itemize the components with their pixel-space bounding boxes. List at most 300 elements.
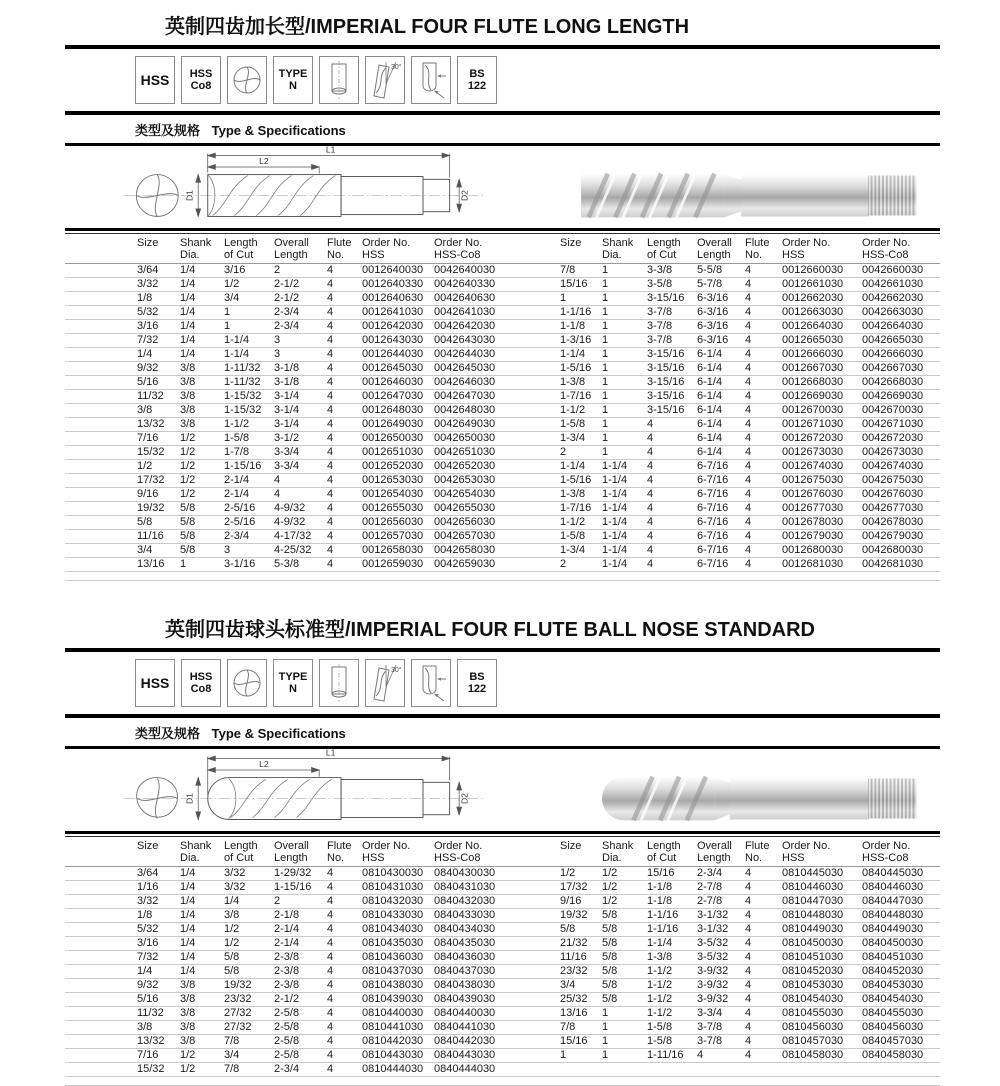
table-row	[65, 488, 940, 502]
table-cell: 4	[743, 1021, 780, 1035]
table-cell: 13/32	[135, 418, 178, 432]
spacer-cell	[510, 1035, 558, 1049]
table-cell: 4-9/32	[272, 502, 325, 516]
table-cell: 0042679030	[860, 530, 940, 544]
column-header: Size	[558, 837, 600, 867]
table-cell: 2-3/4	[695, 867, 743, 881]
column-header: Order No. HSS-Co8	[432, 837, 510, 867]
table-cell: 3	[272, 348, 325, 362]
table-cell: 3-15/16	[645, 292, 695, 306]
table-cell: 0012659030	[360, 558, 432, 572]
table-cell: 0840436030	[432, 951, 510, 965]
spacer-cell	[65, 558, 135, 572]
ball-nose-table	[65, 837, 940, 1077]
table-cell: 11/32	[135, 390, 178, 404]
spacer-cell	[65, 530, 135, 544]
table-cell: 0042646030	[432, 376, 510, 390]
spacer-cell	[510, 348, 558, 362]
table-row	[65, 376, 940, 390]
table-cell: 5/8	[600, 909, 645, 923]
table-cell: 0012650030	[360, 432, 432, 446]
table-cell: 1/2	[178, 446, 222, 460]
table-cell: 0012665030	[780, 334, 860, 348]
table-cell: 4	[743, 362, 780, 376]
table-row	[65, 951, 940, 965]
table-cell: 3/8	[178, 362, 222, 376]
table-cell: 4	[325, 292, 360, 306]
table-cell: 5/32	[135, 923, 178, 937]
table-cell: 1/2	[135, 460, 178, 474]
table-cell: 3-7/8	[695, 1035, 743, 1049]
table-cell: 1-3/4	[558, 432, 600, 446]
table-cell: 1/2	[600, 895, 645, 909]
table-cell: 4	[743, 418, 780, 432]
table-cell: 0810448030	[780, 909, 860, 923]
table-cell: 4	[325, 1049, 360, 1063]
table-cell	[743, 1063, 780, 1077]
table-cell: 3-3/4	[272, 460, 325, 474]
hss-label: HSS	[140, 71, 170, 88]
table-cell: 1	[178, 558, 222, 572]
table-cell: 4	[325, 418, 360, 432]
center-cutting-icon	[411, 659, 451, 707]
table-row	[65, 895, 940, 909]
table-cell: 4	[743, 376, 780, 390]
table-cell: 6-3/16	[695, 306, 743, 320]
table-cell: 0012679030	[780, 530, 860, 544]
table-cell: 13/16	[135, 558, 178, 572]
table-cell: 11/16	[135, 530, 178, 544]
table-cell: 1/2	[600, 867, 645, 881]
table-cell: 3-1/4	[272, 390, 325, 404]
table-cell: 7/16	[135, 1049, 178, 1063]
table-cell: 4	[272, 474, 325, 488]
table-cell: 0012664030	[780, 320, 860, 334]
table-cell: 9/16	[135, 488, 178, 502]
table-cell: 0012640330	[360, 278, 432, 292]
spacer-cell	[65, 460, 135, 474]
table-cell: 0840441030	[432, 1021, 510, 1035]
spacer-cell	[65, 502, 135, 516]
table-cell: 1	[600, 376, 645, 390]
table-cell: 4	[743, 348, 780, 362]
table-cell: 0840446030	[860, 881, 940, 895]
table-cell: 2-3/4	[272, 306, 325, 320]
table-cell: 3/8	[178, 979, 222, 993]
table-row	[65, 937, 940, 951]
table-cell: 9/32	[135, 979, 178, 993]
table-cell: 4	[743, 1049, 780, 1063]
table-cell: 6-1/4	[695, 404, 743, 418]
table-cell: 7/32	[135, 334, 178, 348]
table-cell: 0840433030	[432, 909, 510, 923]
table-cell: 0840453030	[860, 979, 940, 993]
table-cell: 4	[325, 1007, 360, 1021]
table-cell: 0810454030	[780, 993, 860, 1007]
table-cell: 7/8	[558, 1021, 600, 1035]
table-cell: 1/2	[178, 1063, 222, 1077]
table-cell: 3-7/8	[645, 334, 695, 348]
table-cell: 6-1/4	[695, 362, 743, 376]
table-cell: 5/8	[178, 530, 222, 544]
table-cell: 0810434030	[360, 923, 432, 937]
table-cell: 4	[325, 460, 360, 474]
table-row	[65, 474, 940, 488]
table-cell: 4	[645, 488, 695, 502]
table-cell: 1	[600, 418, 645, 432]
hss-co8-icon: HSS Co8	[181, 56, 221, 104]
spacer-cell	[510, 234, 558, 264]
table-cell: 0810438030	[360, 979, 432, 993]
table-cell: 2	[558, 558, 600, 572]
table-cell: 4	[743, 460, 780, 474]
table-cell: 1	[600, 292, 645, 306]
table-cell: 4	[743, 502, 780, 516]
table-cell: 3/32	[135, 278, 178, 292]
table-cell: 1-5/16	[558, 474, 600, 488]
table-cell: 4	[325, 404, 360, 418]
column-header: Size	[558, 234, 600, 264]
table-cell: 0012676030	[780, 488, 860, 502]
table-cell: 5/8	[600, 923, 645, 937]
table-cell: 7/8	[222, 1063, 272, 1077]
table-cell: 0042668030	[860, 376, 940, 390]
table-cell: 0042651030	[432, 446, 510, 460]
table-cell: 6-7/16	[695, 516, 743, 530]
column-header: Overall Length	[695, 837, 743, 867]
table-row	[65, 867, 940, 881]
table-cell: 0840448030	[860, 909, 940, 923]
table-cell: 0012672030	[780, 432, 860, 446]
table-cell: 0042662030	[860, 292, 940, 306]
table-cell: 0012681030	[780, 558, 860, 572]
table-cell: 6-3/16	[695, 334, 743, 348]
table-cell: 4	[325, 516, 360, 530]
table-cell: 4	[743, 306, 780, 320]
table-cell: 3-15/16	[645, 376, 695, 390]
table-cell: 0042643030	[432, 334, 510, 348]
column-header: Size	[135, 234, 178, 264]
table-cell: 0810450030	[780, 937, 860, 951]
table-cell: 2-1/4	[272, 923, 325, 937]
spacer-cell	[510, 895, 558, 909]
table-cell: 1/2	[178, 488, 222, 502]
table-cell: 4	[743, 278, 780, 292]
table-cell: 1/4	[178, 334, 222, 348]
spec-heading-en: Type & Specifications	[211, 123, 346, 138]
table-cell: 0012644030	[360, 348, 432, 362]
table-row	[65, 1021, 940, 1035]
table-cell: 1/2	[222, 937, 272, 951]
table-cell: 4	[743, 993, 780, 1007]
table-cell: 2-1/4	[222, 474, 272, 488]
spacer-cell	[65, 1063, 135, 1077]
table-cell: 0042640330	[432, 278, 510, 292]
table-cell: 0012643030	[360, 334, 432, 348]
table-cell: 5/8	[178, 502, 222, 516]
spacer-cell	[65, 909, 135, 923]
table-cell: 0042652030	[432, 460, 510, 474]
table-cell: 4-17/32	[272, 530, 325, 544]
column-header: Length of Cut	[222, 837, 272, 867]
spacer-cell	[510, 837, 558, 867]
table-cell: 1-1/2	[645, 1007, 695, 1021]
dimensions	[196, 756, 462, 819]
table-cell: 4	[743, 446, 780, 460]
spacer-cell	[510, 334, 558, 348]
page-title-2: 英制四齿球头标准型/IMPERIAL FOUR FLUTE BALL NOSE STANDARD	[165, 619, 815, 641]
table-cell: 0042640630	[432, 292, 510, 306]
table-cell: 1-5/16	[558, 362, 600, 376]
svg-text:D2: D2	[459, 793, 470, 805]
section-ball-nose	[65, 603, 940, 1086]
table-cell: 0810432030	[360, 895, 432, 909]
table-cell: 4-25/32	[272, 544, 325, 558]
table-cell: 1	[222, 306, 272, 320]
table-cell: 0012675030	[780, 474, 860, 488]
table-cell	[600, 1063, 645, 1077]
column-header: Order No. HSS	[360, 837, 432, 867]
table-cell: 0810430030	[360, 867, 432, 881]
long-length-table	[65, 234, 940, 572]
table-cell: 4	[645, 446, 695, 460]
table-cell: 1/4	[178, 264, 222, 278]
table-cell: 0810431030	[360, 881, 432, 895]
table-cell	[645, 1063, 695, 1077]
table-cell: 0012649030	[360, 418, 432, 432]
table-cell: 0840434030	[432, 923, 510, 937]
table-cell: 2	[558, 446, 600, 460]
table-cell: 0012640630	[360, 292, 432, 306]
table-cell: 3-1/8	[272, 376, 325, 390]
table-cell: 3/8	[178, 1021, 222, 1035]
table-cell: 3/8	[178, 1007, 222, 1021]
hss-icon: HSS	[135, 659, 175, 707]
table-cell: 0042672030	[860, 432, 940, 446]
table-cell: 0012646030	[360, 376, 432, 390]
table-cell: 4	[743, 867, 780, 881]
table-cell: 0042663030	[860, 306, 940, 320]
spec-heading	[65, 115, 940, 143]
column-header: Flute No.	[743, 837, 780, 867]
table-cell: 5/8	[600, 951, 645, 965]
table-cell: 6-1/4	[695, 390, 743, 404]
table-cell: 2	[272, 264, 325, 278]
spacer-cell	[510, 404, 558, 418]
spacer-cell	[65, 474, 135, 488]
table-cell: 4	[325, 881, 360, 895]
table-cell: 6-3/16	[695, 320, 743, 334]
table-cell: 1-1/4	[558, 348, 600, 362]
table-cell: 7/32	[135, 951, 178, 965]
table-cell: 6-1/4	[695, 348, 743, 362]
table-cell: 0840457030	[860, 1035, 940, 1049]
table-cell: 2-7/8	[695, 895, 743, 909]
table-cell: 0840442030	[432, 1035, 510, 1049]
straight-shank-icon	[319, 56, 359, 104]
table-cell: 5/16	[135, 993, 178, 1007]
spacer-cell	[65, 390, 135, 404]
table-cell: 3-9/32	[695, 979, 743, 993]
table-cell: 0810441030	[360, 1021, 432, 1035]
table-cell: 5/8	[178, 516, 222, 530]
table-cell: 1/4	[178, 278, 222, 292]
table-cell: 2-3/4	[272, 1063, 325, 1077]
table-cell: 1/4	[178, 306, 222, 320]
table-cell: 4	[645, 502, 695, 516]
table-cell: 3/8	[135, 1021, 178, 1035]
table-cell: 0810443030	[360, 1049, 432, 1063]
table-row	[65, 446, 940, 460]
table-cell: 0042667030	[860, 362, 940, 376]
table-cell: 3-5/32	[695, 951, 743, 965]
spacer-cell	[65, 965, 135, 979]
table-cell: 5/8	[222, 965, 272, 979]
table-cell: 0012660030	[780, 264, 860, 278]
spacer-cell	[65, 1007, 135, 1021]
column-header: Order No. HSS	[780, 837, 860, 867]
table-cell: 0042677030	[860, 502, 940, 516]
table-cell: 5/8	[600, 965, 645, 979]
table-cell: 0012640030	[360, 264, 432, 278]
table-cell: 0042680030	[860, 544, 940, 558]
table-cell: 0810442030	[360, 1035, 432, 1049]
table-cell: 0042650030	[432, 432, 510, 446]
table-cell: 4	[645, 530, 695, 544]
table-cell: 0012653030	[360, 474, 432, 488]
table-header-row	[65, 837, 940, 867]
table-cell: 1-1/2	[222, 418, 272, 432]
table-cell: 0012663030	[780, 306, 860, 320]
table-row	[65, 320, 940, 334]
table-cell: 4	[743, 1007, 780, 1021]
table-cell: 9/16	[558, 895, 600, 909]
svg-text:D1: D1	[184, 793, 195, 805]
table-cell: 4	[743, 895, 780, 909]
table-cell: 0012673030	[780, 446, 860, 460]
spacer-cell	[510, 264, 558, 278]
table-cell: 0810452030	[780, 965, 860, 979]
spacer-cell	[510, 320, 558, 334]
table-cell: 5-3/8	[272, 558, 325, 572]
spacer-cell	[65, 446, 135, 460]
dimensions	[196, 153, 462, 216]
spacer-cell	[510, 516, 558, 530]
table-cell: 0012645030	[360, 362, 432, 376]
table-row	[65, 292, 940, 306]
spacer-cell	[65, 334, 135, 348]
table-cell: 1-3/8	[558, 376, 600, 390]
table-cell: 2-5/8	[272, 1007, 325, 1021]
spacer-cell	[65, 516, 135, 530]
table-cell: 1/16	[135, 881, 178, 895]
table-cell: 0810453030	[780, 979, 860, 993]
table-cell: 4	[743, 390, 780, 404]
table-cell: 4	[743, 979, 780, 993]
spacer-cell	[65, 418, 135, 432]
end-view	[137, 778, 178, 819]
spacer-cell	[510, 278, 558, 292]
table-cell: 3-1/32	[695, 909, 743, 923]
column-header: Flute No.	[325, 837, 360, 867]
table-row	[65, 993, 940, 1007]
table-cell: 1-15/32	[222, 404, 272, 418]
table-cell: 4	[325, 937, 360, 951]
table-cell: 1/2	[222, 923, 272, 937]
table-cell: 1-7/8	[222, 446, 272, 460]
table-cell: 4	[325, 544, 360, 558]
table-row	[65, 1007, 940, 1021]
table-cell: 1-1/2	[645, 979, 695, 993]
table-cell: 2-1/2	[272, 993, 325, 1007]
table-cell: 4	[645, 516, 695, 530]
table-cell: 1-5/8	[222, 432, 272, 446]
svg-text:30°: 30°	[391, 667, 402, 674]
column-header: Order No. HSS	[360, 234, 432, 264]
table-cell: 0840432030	[432, 895, 510, 909]
spacer-cell	[510, 1063, 558, 1077]
table-cell: 0810439030	[360, 993, 432, 1007]
spacer-cell	[65, 1021, 135, 1035]
table-cell: 13/32	[135, 1035, 178, 1049]
table-cell: 1/2	[178, 1049, 222, 1063]
table-cell: 4	[743, 965, 780, 979]
technical-drawing-long-length	[65, 146, 940, 226]
table-row	[65, 390, 940, 404]
svg-text:L2: L2	[259, 759, 269, 770]
table-cell: 3-15/16	[645, 390, 695, 404]
spacer-cell	[65, 278, 135, 292]
table-cell: 1-29/32	[272, 867, 325, 881]
table-cell: 1-1/4	[558, 460, 600, 474]
table-cell: 0042666030	[860, 348, 940, 362]
helix-angle-30-icon	[365, 56, 405, 104]
table-cell: 1-15/32	[222, 390, 272, 404]
table-cell: 4	[645, 558, 695, 572]
svg-text:L1: L1	[325, 749, 336, 758]
table-cell: 6-7/16	[695, 502, 743, 516]
table-cell: 19/32	[135, 502, 178, 516]
table-cell: 1/4	[135, 348, 178, 362]
table-cell: 11/16	[558, 951, 600, 965]
table-cell: 1-5/8	[558, 530, 600, 544]
spacer-cell	[65, 881, 135, 895]
table-cell: 4	[325, 376, 360, 390]
table-cell: 3-1/2	[272, 432, 325, 446]
table-cell: 1-5/8	[645, 1035, 695, 1049]
table-row	[65, 516, 940, 530]
table-cell: 2-1/2	[272, 278, 325, 292]
table-row	[65, 1063, 940, 1077]
table-cell: 1	[600, 306, 645, 320]
type-n-icon: TYPE N	[273, 659, 313, 707]
table-cell: 1-1/4	[600, 460, 645, 474]
dim-label-d2: D2	[459, 190, 470, 202]
table-cell: 4	[325, 362, 360, 376]
dim-label-d1: D1	[184, 190, 195, 202]
table-cell: 1	[600, 348, 645, 362]
spacer-cell	[65, 404, 135, 418]
table-cell: 1/4	[178, 895, 222, 909]
column-header: Overall Length	[272, 234, 325, 264]
table-cell: 3/4	[222, 292, 272, 306]
spec-heading-2: 类型及规格 Type & Specifications	[135, 726, 346, 741]
table-cell: 0042654030	[432, 488, 510, 502]
table-cell: 0042678030	[860, 516, 940, 530]
spacer-cell	[510, 993, 558, 1007]
table-cell: 1/4	[178, 867, 222, 881]
table-cell: 6-7/16	[695, 530, 743, 544]
